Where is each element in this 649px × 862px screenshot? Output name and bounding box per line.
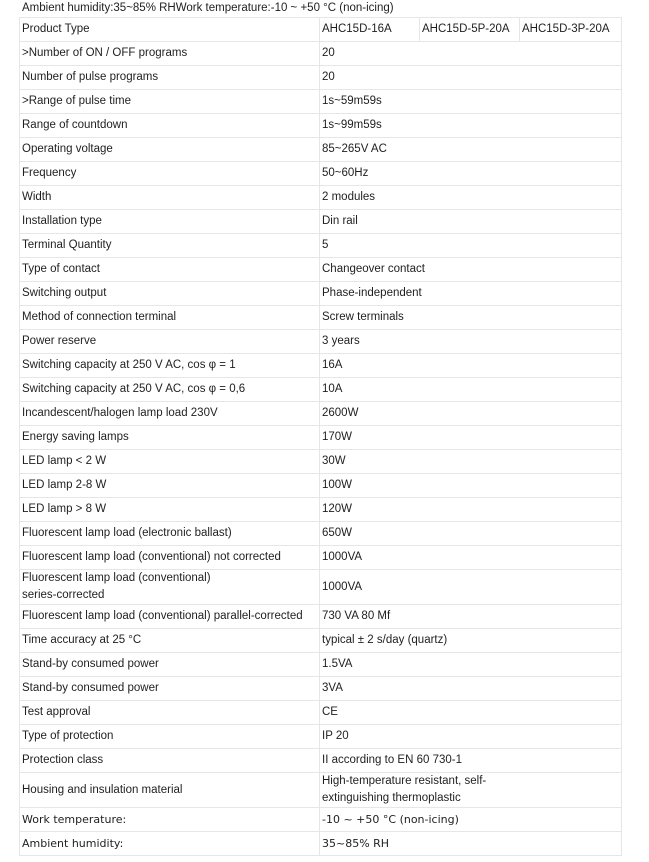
spec-label: Ambient humidity: [20, 832, 320, 856]
spec-value: Changeover contact [320, 258, 622, 282]
spec-label: Stand-by consumed power [20, 653, 320, 677]
spec-label: >Number of ON / OFF programs [20, 42, 320, 66]
spec-row [20, 605, 622, 629]
spec-row [20, 450, 622, 474]
model-2: AHC15D-5P-20A [420, 18, 520, 42]
spec-label: Frequency [20, 162, 320, 186]
spec-value: 20 [320, 66, 622, 90]
spec-row [20, 186, 622, 210]
spec-value: Screw terminals [320, 306, 622, 330]
spec-label: Power reserve [20, 330, 320, 354]
spec-value: 16A [320, 354, 622, 378]
header-label: Product Type [20, 18, 320, 42]
spec-label: LED lamp > 8 W [20, 498, 320, 522]
spec-value: 1.5VA [320, 653, 622, 677]
spec-value: 2 modules [320, 186, 622, 210]
spec-row [20, 306, 622, 330]
spec-label: LED lamp < 2 W [20, 450, 320, 474]
spec-value: Phase-independent [320, 282, 622, 306]
spec-value: 5 [320, 234, 622, 258]
spec-row [20, 162, 622, 186]
spec-label: Time accuracy at 25 °C [20, 629, 320, 653]
spec-label: Fluorescent lamp load (conventional) parallel-corrected [20, 605, 320, 629]
spec-value: 170W [320, 426, 622, 450]
spec-label: Incandescent/halogen lamp load 230V [20, 402, 320, 426]
spec-value: II according to EN 60 730-1 [320, 749, 622, 773]
spec-row [20, 522, 622, 546]
spec-label: Range of countdown [20, 114, 320, 138]
spec-row [20, 808, 622, 832]
spec-row [20, 629, 622, 653]
spec-label: Terminal Quantity [20, 234, 320, 258]
spec-value: -10 ~ +50 °C (non-icing) [320, 808, 622, 832]
spec-value: CE [320, 701, 622, 725]
spec-value: 730 VA 80 Mf [320, 605, 622, 629]
spec-value: 1000VA [320, 570, 622, 605]
spec-label: Type of contact [20, 258, 320, 282]
spec-row [20, 282, 622, 306]
spec-row [20, 546, 622, 570]
spec-value: 1s~59m59s [320, 90, 622, 114]
spec-row [20, 749, 622, 773]
spec-row [20, 330, 622, 354]
spec-label: Method of connection terminal [20, 306, 320, 330]
spec-value: 85~265V AC [320, 138, 622, 162]
spec-label: Protection class [20, 749, 320, 773]
spec-row [20, 701, 622, 725]
spec-row [20, 66, 622, 90]
spec-value: 35~85% RH [320, 832, 622, 856]
spec-value: 50~60Hz [320, 162, 622, 186]
spec-value: 20 [320, 42, 622, 66]
spec-label: Switching capacity at 250 V AC, cos φ = 1 [20, 354, 320, 378]
spec-label: Housing and insulation material [20, 773, 320, 808]
spec-label: Energy saving lamps [20, 426, 320, 450]
spec-row [20, 258, 622, 282]
spec-label: Switching capacity at 250 V AC, cos φ = 0,6 [20, 378, 320, 402]
spec-label: Width [20, 186, 320, 210]
spec-row [20, 90, 622, 114]
spec-label: Test approval [20, 701, 320, 725]
spec-row [20, 677, 622, 701]
spec-row [20, 474, 622, 498]
model-1: AHC15D-16A [320, 18, 420, 42]
spec-value: 650W [320, 522, 622, 546]
spec-row [20, 114, 622, 138]
model-3: AHC15D-3P-20A [520, 18, 622, 42]
spec-value: IP 20 [320, 725, 622, 749]
top-summary-line: Ambient humidity:35~85% RHWork temperature:-10 ~ +50 °C (non-icing) [22, 2, 394, 14]
spec-value: 10A [320, 378, 622, 402]
spec-label: Switching output [20, 282, 320, 306]
spec-label: Work temperature: [20, 808, 320, 832]
spec-label: Stand-by consumed power [20, 677, 320, 701]
spec-value: 120W [320, 498, 622, 522]
spec-row [20, 832, 622, 856]
spec-label: LED lamp 2-8 W [20, 474, 320, 498]
spec-label: Operating voltage [20, 138, 320, 162]
spec-label: Fluorescent lamp load (conventional) series-corrected [20, 570, 320, 605]
spec-value: 3 years [320, 330, 622, 354]
spec-row [20, 402, 622, 426]
spec-value: 100W [320, 474, 622, 498]
spec-label: Installation type [20, 210, 320, 234]
spec-value: Din rail [320, 210, 622, 234]
spec-label: Fluorescent lamp load (conventional) not corrected [20, 546, 320, 570]
spec-value: 1s~99m59s [320, 114, 622, 138]
spec-value: typical ± 2 s/day (quartz) [320, 629, 622, 653]
spec-label: Fluorescent lamp load (electronic ballast) [20, 522, 320, 546]
spec-row [20, 378, 622, 402]
spec-value: 3VA [320, 677, 622, 701]
spec-row [20, 354, 622, 378]
spec-row [20, 653, 622, 677]
spec-value: High-temperature resistant, self-extinguishing thermoplastic [320, 773, 622, 808]
spec-label: Number of pulse programs [20, 66, 320, 90]
spec-value: 2600W [320, 402, 622, 426]
spec-row [20, 426, 622, 450]
spec-row [20, 498, 622, 522]
spec-label: Type of protection [20, 725, 320, 749]
spec-row [20, 234, 622, 258]
spec-row [20, 570, 622, 605]
spec-row [20, 725, 622, 749]
spec-value: 1000VA [320, 546, 622, 570]
spec-value: 30W [320, 450, 622, 474]
spec-label: >Range of pulse time [20, 90, 320, 114]
header-row [20, 18, 622, 42]
spec-row [20, 773, 622, 808]
spec-table [19, 17, 622, 856]
spec-row [20, 42, 622, 66]
spec-row [20, 210, 622, 234]
spec-row [20, 138, 622, 162]
